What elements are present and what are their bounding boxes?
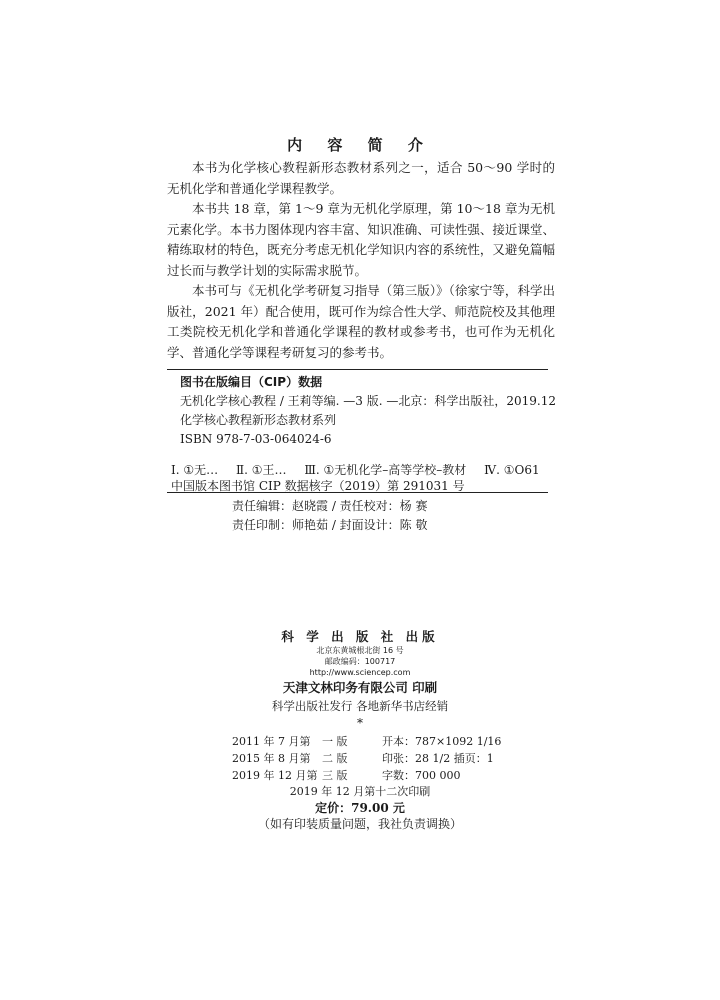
summary-paragraph-2: 本书共 18 章，第 1～9 章为无机化学原理，第 10～18 章为无机元素化学。本书力图体现内容丰富、知识准确、可读性强、接近课堂、精练取材的特色，既充分考虑无机化学知识内容的系统性，又避免篇幅过长而与教学计划的实际需求脱节。 bbox=[167, 201, 555, 278]
separator-star: * bbox=[357, 716, 363, 730]
cip-heading: 图书在版编目（CIP）数据 bbox=[180, 375, 323, 389]
staff-production: 责任印制：师艳茹 / 封面设计：陈 敬 bbox=[232, 518, 428, 532]
cip-top-rule bbox=[167, 369, 548, 370]
quality-notice: （如有印装质量问题，我社负责调换） bbox=[257, 817, 462, 831]
publisher-postcode: 邮政编码：100717 bbox=[324, 657, 396, 666]
edition-spec: 字数：700 000 bbox=[382, 769, 461, 782]
publisher-name: 科 学 出 版 社 出版 bbox=[281, 629, 439, 644]
cip-record-number: 中国版本图书馆 CIP 数据核字（2019）第 291031 号 bbox=[171, 479, 465, 493]
edition-number: 三 版 bbox=[322, 769, 348, 782]
edition-date: 2015 年 8 月第 bbox=[232, 752, 311, 765]
cip-bottom-rule bbox=[167, 492, 548, 493]
edition-date: 2011 年 7 月第 bbox=[232, 735, 311, 748]
edition-spec: 印张：28 1/2 插页：1 bbox=[382, 752, 494, 765]
cip-class-2: Ⅱ. ①王… bbox=[235, 463, 287, 477]
cip-class-4: Ⅳ. ①O61 bbox=[484, 463, 540, 477]
summary-title: 内 容 简 介 bbox=[287, 136, 433, 154]
cip-class-1: Ⅰ. ①无… bbox=[171, 463, 219, 477]
cip-title-line: 无机化学核心教程 / 王莉等编. —3 版. —北京：科学出版社，2019.12 bbox=[180, 394, 557, 408]
edition-number: 二 版 bbox=[322, 752, 348, 765]
price: 定价：79.00 元 bbox=[315, 801, 405, 815]
edition-row bbox=[232, 767, 461, 783]
edition-row bbox=[232, 733, 501, 749]
staff-editors: 责任编辑：赵晓霞 / 责任校对：杨 赛 bbox=[232, 499, 428, 513]
printer-name: 天津文林印务有限公司 印刷 bbox=[282, 680, 438, 695]
distribution-line: 科学出版社发行 各地新华书店经销 bbox=[271, 699, 449, 713]
cip-series-line: 化学核心教程新形态教材系列 bbox=[180, 413, 337, 427]
summary-paragraph-3: 本书可与《无机化学考研复习指导（第三版）》（徐家宁等，科学出版社，2021 年）配合使用，既可作为综合性大学、师范院校及其他理工类院校无机化学和普通化学课程的教材或参考书，也可作为无机化学、普通化学等课程考研复习的参考书。 bbox=[167, 283, 555, 360]
cip-classification bbox=[171, 461, 554, 478]
edition-number: 一 版 bbox=[322, 735, 348, 748]
cip-isbn: ISBN 978-7-03-064024-6 bbox=[180, 432, 332, 446]
printing-line: 2019 年 12 月第十二次印刷 bbox=[289, 785, 431, 798]
edition-spec: 开本：787×1092 1/16 bbox=[382, 735, 502, 748]
edition-date: 2019 年 12 月第 bbox=[232, 769, 318, 782]
cip-class-3: Ⅲ. ①无机化学–高等学校–教材 bbox=[304, 463, 467, 477]
publisher-address bbox=[0, 645, 720, 678]
publisher-website: http://www.sciencep.com bbox=[309, 668, 411, 677]
edition-row bbox=[232, 750, 494, 766]
publisher-street: 北京东黄城根北街 16 号 bbox=[316, 646, 404, 655]
summary-paragraph-1: 本书为化学核心教程新形态教材系列之一，适合 50～90 学时的无机化学和普通化学课程教学。 bbox=[167, 160, 555, 196]
